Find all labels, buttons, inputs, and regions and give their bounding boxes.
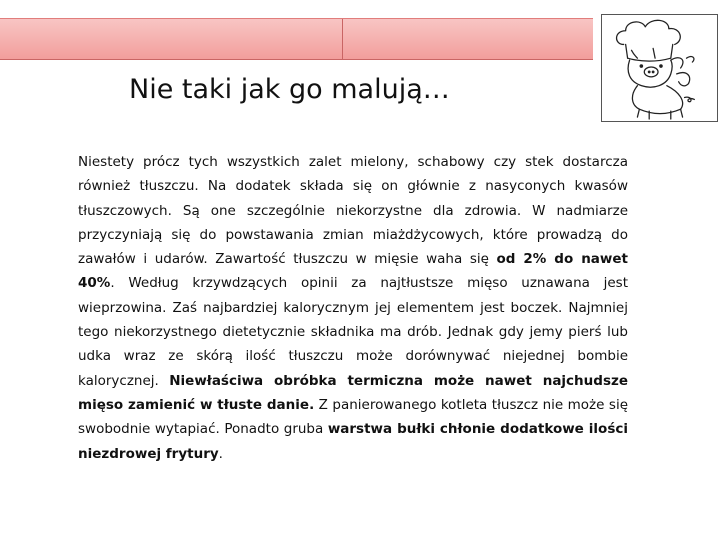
chef-pig-icon	[602, 15, 717, 121]
text-run-bold: od 2% do nawet 40%	[78, 251, 628, 292]
text-run-bold: warstwa bułki chłonie dodatkowe ilości niezdrowej frytury	[78, 421, 628, 462]
header-bar	[0, 18, 593, 60]
header-bar-right	[343, 19, 593, 59]
text-run: .	[218, 445, 223, 462]
body-paragraph	[78, 150, 628, 466]
slide-title: Nie taki jak go malują…	[129, 74, 450, 105]
header-bar-left	[0, 19, 343, 59]
text-run: . Według krzywdzących opinii za najtłustsze mięso uznawana jest wieprzowina. Zaś najbardziej kalorycznym jej elementem jest boczek. Najmniej tego niekorzystnego dietetycznie składnika ma drób. Jednak gdy jemy pierś lub udka wraz ze skórą ilość tłuszczu może dorównywać niejednej bombie kalorycznej.	[78, 275, 628, 389]
chef-pig-logo	[601, 14, 718, 122]
text-run-bold: Niewłaściwa obróbka termiczna może nawet najchudsze mięso zamienić w tłuste danie.	[78, 372, 628, 413]
text-run: Niestety prócz tych wszystkich zalet mielony, schabowy czy stek dostarcza również tłuszczu. Na dodatek składa się on głównie z nasyconych kwasów tłuszczowych. Są one szczególnie niekorzystne dla zdrowia. W nadmiarze przyczyniają się do powstawania zmian miażdżycowych, które prowadzą do zawałów i udarów. Zawartość tłuszczu w mięsie waha się	[78, 154, 628, 268]
text-run: Z panierowanego kotleta tłuszcz nie może się swobodnie wytapiać. Ponadto gruba	[78, 396, 628, 438]
